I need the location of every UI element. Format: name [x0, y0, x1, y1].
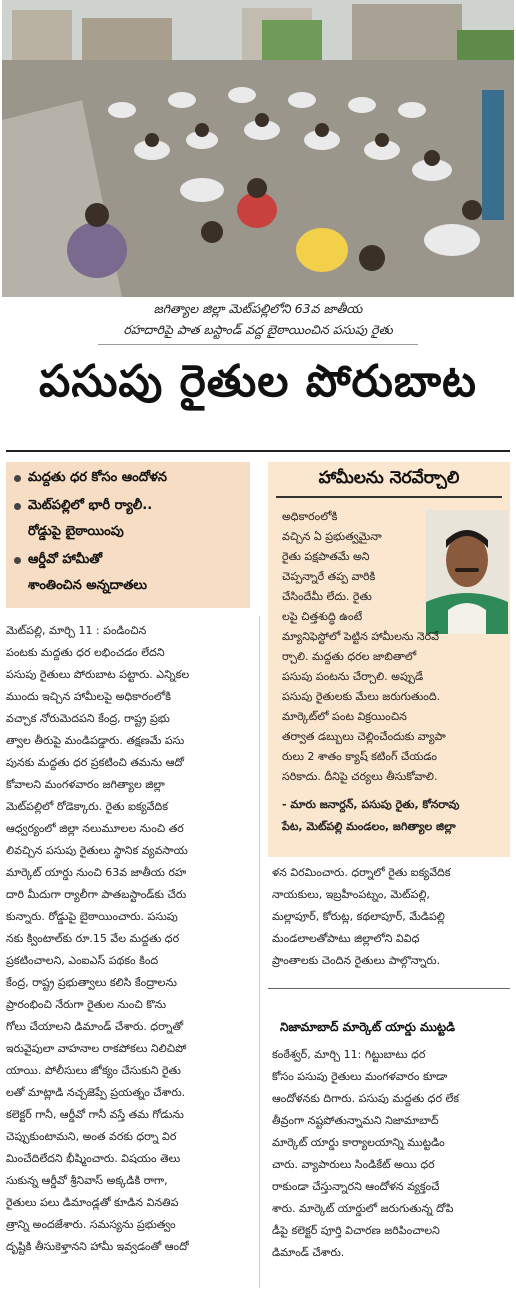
sidebar-line: ర్చాలి. మద్దతు ధరల జాబితాలో	[282, 650, 417, 663]
sidebar-line: రైతు పక్షపాతమే అని	[282, 550, 370, 563]
article-line: కేంద్ర, రాష్ట్ర ప్రభుత్వాలు కలిసి కేంద్రాలను	[6, 976, 177, 989]
article-line: యాయి. పోలీసులు జోక్యం చేసుకుని రైతు	[6, 1064, 181, 1077]
article-line: ఇరువైపులా వాహనాల రాకపోకలు నిలిచిపో	[6, 1042, 187, 1055]
article-continuation-line: నాయకులు, ఇబ్రహీంపట్నం, మెట్‌పల్లి,	[272, 888, 430, 901]
nizamabad-line: కంఠేశ్వర్, మార్చి 11: గిట్టుబాటు ధర	[272, 1048, 426, 1061]
article-line: ప్రకటించాలని, ఎంఐఎస్ పథకం కింద	[6, 954, 159, 967]
article-line: పంటకు మద్దతు ధర లభించడం లేదని	[6, 646, 165, 659]
headline-rule	[6, 450, 510, 452]
highlight-item-continued: రోడ్డుపై బైఠాయింపు	[28, 524, 124, 539]
sidebar-title: హామీలను నెరవేర్చాలి	[318, 468, 460, 488]
article-line: నకు క్వింటాల్‌కు రూ.15 వేల మద్దతు ధర	[6, 932, 180, 945]
sidebar-line: లపై చిత్తశుద్ధి ఉంటే	[282, 610, 363, 623]
article-line: చెప్పుకుంటామని, అంత వరకు ధర్నా విర	[6, 1130, 177, 1143]
nizamabad-line: తీవ్రంగా నష్టపోతున్నామని నిజామాబాద్	[272, 1114, 439, 1127]
sidebar-line: రులు 2 శాతం క్యాష్ కటింగ్ చేయడం	[282, 750, 437, 763]
article-line: పసుపు రైతులు పోరుబాట పట్టారు. ఎన్నికల	[6, 668, 190, 681]
article-line: మించేదిలేదని భీష్మించారు. విషయం తెలు	[6, 1152, 181, 1165]
article-line: రైతులు పలు డిమాండ్లతో కూడిన వినతిప	[6, 1196, 179, 1209]
photo-caption-line-1: జగిత్యాల జిల్లా మెట్‌పల్లిలోని 63వ జాతీయ	[153, 301, 363, 316]
nizamabad-line: మార్కెట్ యార్డు కార్యాలయాన్ని ముట్టడిం	[272, 1136, 445, 1149]
protest-crowd-illustration	[2, 0, 514, 297]
sidebar-line: మ్యానిఫెస్టోలో పెట్టిన హామీలను నెరవే	[282, 630, 439, 643]
sidebar-line: చేసిందేమీ లేదు. రైతు	[282, 590, 372, 603]
sidebar-line: తర్వాత డబ్బులు చెల్లించేందుకు వ్యాపా	[282, 730, 446, 743]
article-line: త్రాన్ని అందజేశారు. సమస్యను ప్రభుత్వం	[6, 1218, 176, 1231]
news-photo	[2, 0, 514, 297]
nizamabad-line: రాకుండా చేస్తున్నారని ఆందోళన వ్యక్తంచే	[272, 1180, 440, 1193]
sidebar-line: అధికారంలోకి	[282, 510, 338, 523]
highlight-item: మెట్‌పల్లిలో భారీ ర్యాలీ..	[28, 498, 152, 516]
highlight-item: ఆర్డీవో హామీతో	[28, 552, 102, 570]
article-line: గోలు చేయాలని డిమాండ్ చేశారు. ధర్నాతో	[6, 1020, 184, 1033]
article-line: ప్రారంభించి నేరుగా రైతుల నుంచి కొను	[6, 998, 167, 1011]
headline: పసుపు రైతుల పోరుబాట	[39, 356, 477, 407]
nizamabad-line: కోసం పసుపు రైతులు మంగళవారం కూడా	[272, 1070, 448, 1083]
sidebar-line: పసుపు పంటను చేర్చాలి. అప్పుడే	[282, 670, 424, 683]
article-line: దారి మీదుగా ర్యాలీగా పాతబస్టాండ్‌కు చేరు	[6, 888, 187, 901]
sidebar-signature-2: పేట, మెట్‌పల్లి మండలం, జగిత్యాల జిల్లా	[282, 820, 456, 833]
article-line: మార్కెట్ యార్డు నుంచి 63వ జాతీయ రహ	[6, 866, 187, 879]
article-continuation-line: మల్లాపూర్, కోరుట్ల, కథలాపూర్, మేడిపల్లి	[272, 910, 445, 923]
highlight-item: మద్దతు ధర కోసం ఆందోళన	[28, 470, 167, 488]
article-line: సుకున్న ఆర్డీవో శ్రీనివాస్ అక్కడికి రాగా,	[6, 1174, 168, 1187]
section-divider	[268, 988, 510, 989]
sidebar-line: చెప్పన్నారే తప్ప వారికి	[282, 570, 376, 583]
column-divider	[259, 616, 260, 1288]
article-continuation-line: ప్రాంతాలకు చెందిన రైతులు పాల్గొన్నారు.	[272, 954, 441, 967]
highlights-box	[6, 462, 250, 608]
article-line: దృష్టికి తీసుకెళ్తానని హామీ ఇవ్వడంతో ఆందో	[6, 1240, 189, 1253]
sidebar-box	[268, 462, 510, 857]
article-line: త్వాల తీరుపై మండిపడ్డారు. తక్షణమే పసు	[6, 734, 185, 747]
photo-caption-line-2: రహదారిపై పాత బస్టాండ్ వద్ద బైఠాయించిన పసుపు రైతు	[123, 322, 393, 337]
article-line: పునకు మద్దతు ధర ప్రకటించి తమను ఆదో	[6, 756, 184, 769]
sidebar-line: పసుపు రైతులకు మేలు జరుగుతుంది.	[282, 690, 441, 703]
article-line: మెట్‌పల్లి, మార్చి 11 : పండించిన	[6, 624, 147, 637]
nizamabad-line: డిమాండ్ చేశారు.	[272, 1246, 345, 1259]
caption-divider	[98, 344, 418, 345]
nizamabad-subheading: నిజామాబాద్ మార్కెట్ యార్డు ముట్టడి	[280, 1020, 456, 1034]
article-line: మెట్‌పల్లిలో రోడెక్కారు. రైతు ఐక్యవేదిక	[6, 800, 168, 813]
nizamabad-line: శారు. మార్కెట్ యార్డులో జరుగుతున్న దోపి	[272, 1202, 454, 1215]
article-line: లివచ్చిన పసుపు రైతులు స్థానిక వ్యవసాయ	[6, 844, 188, 857]
article-line: కున్నారు. రోడ్డుపై బైఠాయించారు. పసుపు	[6, 910, 178, 923]
article-line: ముందు ఇచ్చిన హామీలపై అధికారంలోకి	[6, 690, 171, 703]
nizamabad-line: ఆందోళనకు దిగారు. పసుపు మద్దతు ధర లేక	[272, 1092, 460, 1105]
article-continuation-line: మండలాలతోపాటు జిల్లాలోని వివిధ	[272, 932, 420, 945]
sidebar-line: సరికాదు. దీనిపై చర్యలు తీసుకోవాలి.	[282, 770, 438, 783]
sidebar-line: వచ్చిన ఏ ప్రభుత్వమైనా	[282, 530, 382, 543]
sidebar-title-rule	[276, 496, 502, 498]
farmer-portrait	[426, 510, 508, 634]
nizamabad-line: డీపై కలెక్టర్ పూర్తి విచారణ జరిపించాలని	[272, 1224, 440, 1237]
article-line: వచ్చాక నోరుమెదపని కేంద్ర, రాష్ట్ర ప్రభు	[6, 712, 170, 725]
article-line: కోవాలని మంగళవారం జగిత్యాల జిల్లా	[6, 778, 165, 791]
sidebar-signature-1: - మారు జనార్దన్, పసుపు రైతు, కోనరావు	[282, 798, 460, 811]
article-line: లతో మాట్లాడి నచ్చజెప్పే ప్రయత్నం చేశారు.	[6, 1086, 186, 1099]
article-line: ఆధ్వర్యంలో జిల్లా నలుమూలల నుంచి తర	[6, 822, 184, 835]
highlight-item-continued: శాంతించిన అన్నదాతలు	[28, 578, 148, 593]
sidebar-line: మార్కెట్‌లో పంట విక్రయించిన	[282, 710, 407, 723]
article-continuation-line: ళన విరమించారు. ధర్నాలో రైతు ఐక్యవేదిక	[272, 866, 451, 879]
nizamabad-line: చారు. వ్యాపారులు సిండికేట్ అయి ధర	[272, 1158, 435, 1171]
article-line: కలెక్టర్ గానీ, ఆర్డీవో గానీ వస్తే తమ గోడును	[6, 1108, 184, 1121]
